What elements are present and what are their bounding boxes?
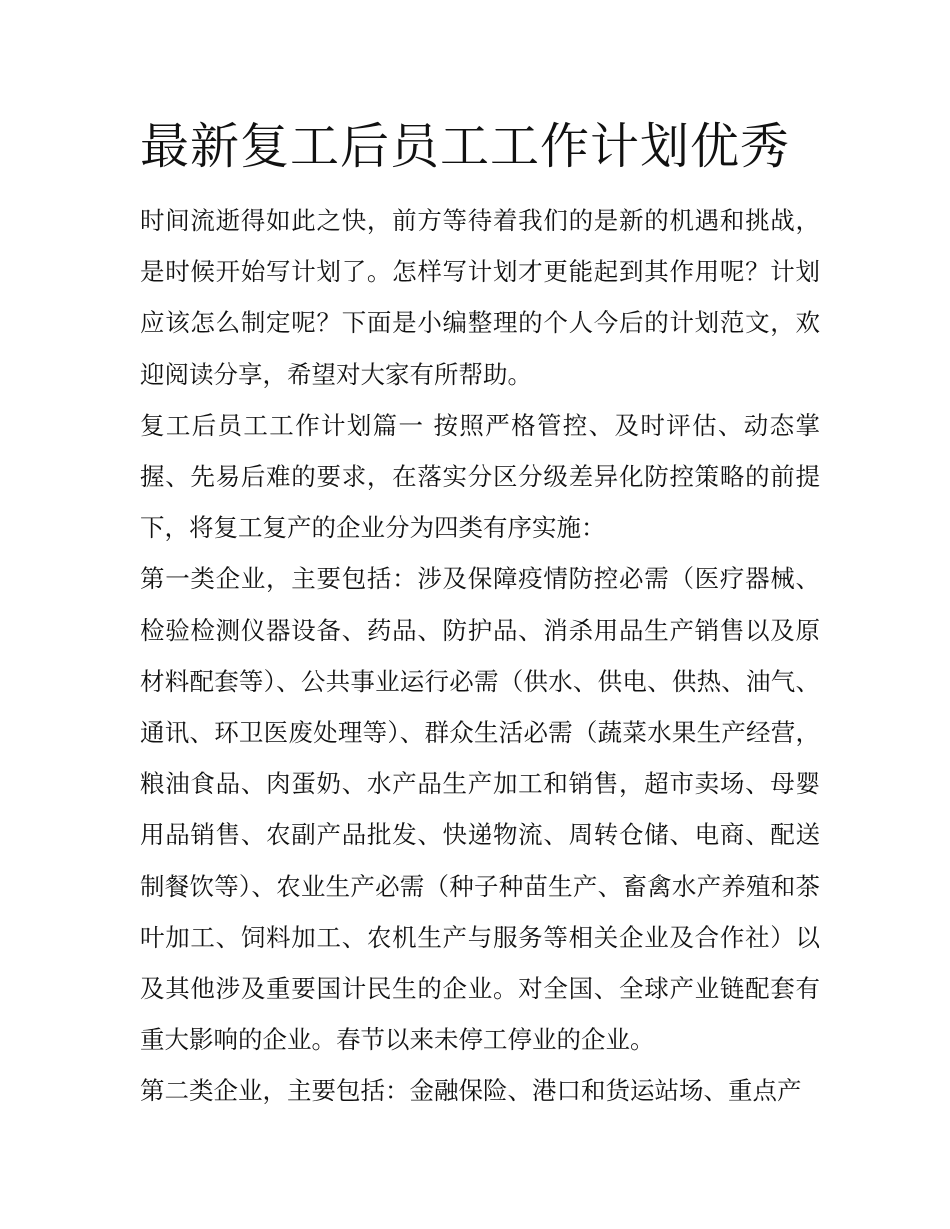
document-body [140,195,820,1117]
category-one-paragraph: 第一类企业，主要包括：涉及保障疫情防控必需（医疗器械、检验检测仪器设备、药品、防护品、消杀用品生产销售以及原材料配套等）、公共事业运行必需（供水、供电、供热、油气、通讯、环卫医废处理等）、群众生活必需（蔬菜水果生产经营，粮油食品、肉蛋奶、水产品生产加工和销售，超市卖场、母婴用品销售、农副产品批发、快递物流、周转仓储、电商、配送制餐饮等）、农业生产必需（种子种苗生产、畜禽水产养殖和茶叶加工、饲料加工、农机生产与服务等相关企业及合作社）以及其他涉及重要国计民生的企业。对全国、全球产业链配套有重大影响的企业。春节以来未停工停业的企业。 [140,564,820,1055]
plan-section-paragraph: 复工后员工工作计划篇一 按照严格管控、及时评估、动态掌握、先易后难的要求，在落实分区分级差异化防控策略的前提下，将复工复产的企业分为四类有序实施： [140,410,820,543]
category-two-paragraph: 第二类企业，主要包括：金融保险、港口和货运站场、重点产 [140,1076,802,1106]
document-title: 最新复工后员工工作计划优秀 [140,118,791,175]
intro-paragraph: 时间流逝得如此之快，前方等待着我们的是新的机遇和挑战，是时候开始写计划了。怎样写计划才更能起到其作用呢？计划应该怎么制定呢？下面是小编整理的个人今后的计划范文，欢迎阅读分享，希望对大家有所帮助。 [140,206,820,389]
